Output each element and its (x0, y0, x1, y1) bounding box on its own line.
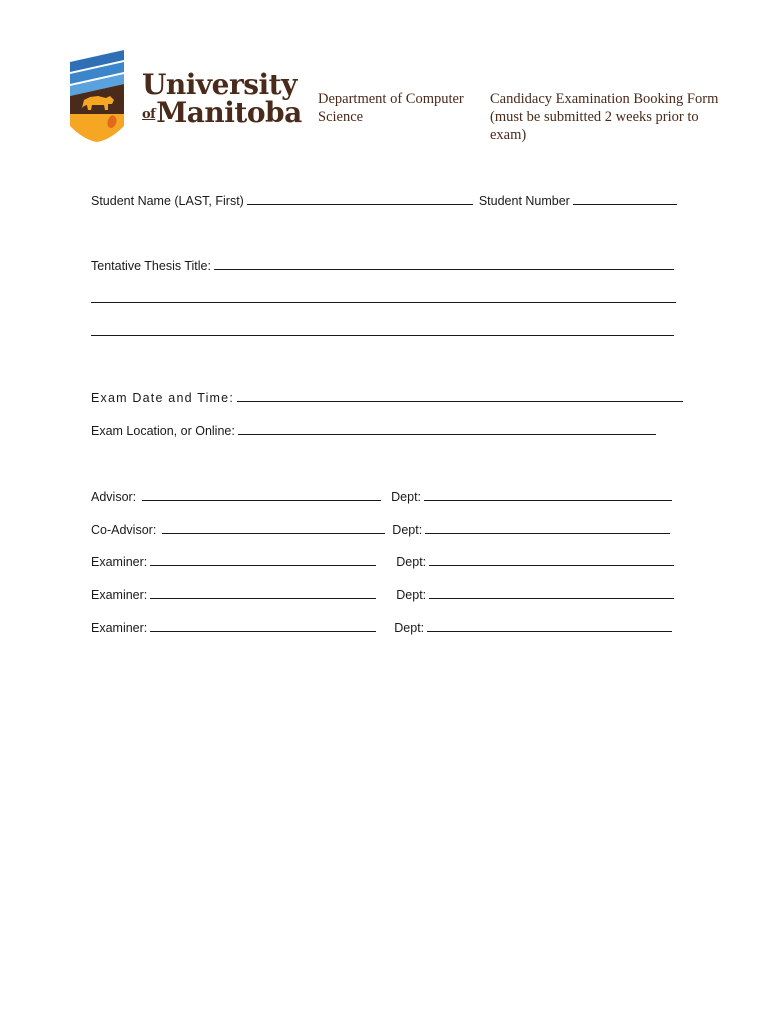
thesis-row-3 (91, 325, 674, 336)
university-logo (68, 48, 302, 144)
examiner-3-dept-label: Dept: (394, 621, 425, 635)
co-advisor-dept-field[interactable] (425, 523, 670, 534)
examiner-3-label: Examiner: (91, 621, 148, 635)
exam-date-time-label: Exam Date and Time: (91, 391, 234, 405)
examiner-2-label: Examiner: (91, 588, 148, 602)
exam-location-label: Exam Location, or Online: (91, 424, 235, 438)
logo-university-text: University (142, 68, 297, 101)
thesis-title-line-3[interactable] (91, 325, 674, 336)
examiner-3-field[interactable] (150, 621, 376, 632)
student-number-field[interactable] (573, 194, 677, 205)
co-advisor-label: Co-Advisor: (91, 523, 157, 537)
thesis-title-field[interactable] (214, 259, 674, 270)
logo-manitoba-text (142, 96, 302, 129)
co-advisor-row (91, 523, 670, 537)
student-name-field[interactable] (247, 194, 473, 205)
logo-manitoba-word: Manitoba (156, 96, 302, 129)
exam-location-row (91, 424, 656, 438)
thesis-row-2 (91, 292, 676, 303)
advisor-dept-label: Dept: (391, 490, 422, 504)
advisor-row (91, 490, 672, 504)
examiner-row-2 (91, 588, 674, 602)
co-advisor-field[interactable] (162, 523, 385, 534)
examiner-1-label: Examiner: (91, 555, 148, 569)
exam-date-time-field[interactable] (237, 391, 683, 402)
advisor-label: Advisor: (91, 490, 137, 504)
department-heading: Department of Computer Science (318, 91, 464, 125)
student-name-label: Student Name (LAST, First) (91, 194, 244, 208)
thesis-title-line-2[interactable] (91, 292, 676, 303)
examiner-1-dept-label: Dept: (396, 555, 427, 569)
student-number-label: Student Number (478, 194, 570, 208)
examiner-2-dept-label: Dept: (396, 588, 427, 602)
logo-of-text: of (142, 107, 156, 122)
examiner-1-field[interactable] (150, 555, 376, 566)
form-title: Candidacy Examination Booking Form (must be submitted 2 weeks prior to exam) (490, 91, 719, 143)
exam-location-field[interactable] (238, 424, 656, 435)
examiner-3-dept-field[interactable] (427, 621, 672, 632)
thesis-row (91, 259, 674, 273)
student-row (91, 194, 677, 208)
examiner-row-1 (91, 555, 674, 569)
advisor-dept-field[interactable] (424, 490, 672, 501)
examiner-row-3 (91, 621, 672, 635)
examiner-2-dept-field[interactable] (429, 588, 674, 599)
co-advisor-dept-label: Dept: (392, 523, 423, 537)
shield-crest-icon (68, 48, 128, 144)
advisor-field[interactable] (142, 490, 381, 501)
examiner-1-dept-field[interactable] (429, 555, 674, 566)
exam-date-row (91, 391, 683, 405)
examiner-2-field[interactable] (150, 588, 376, 599)
thesis-title-label: Tentative Thesis Title: (91, 259, 211, 273)
